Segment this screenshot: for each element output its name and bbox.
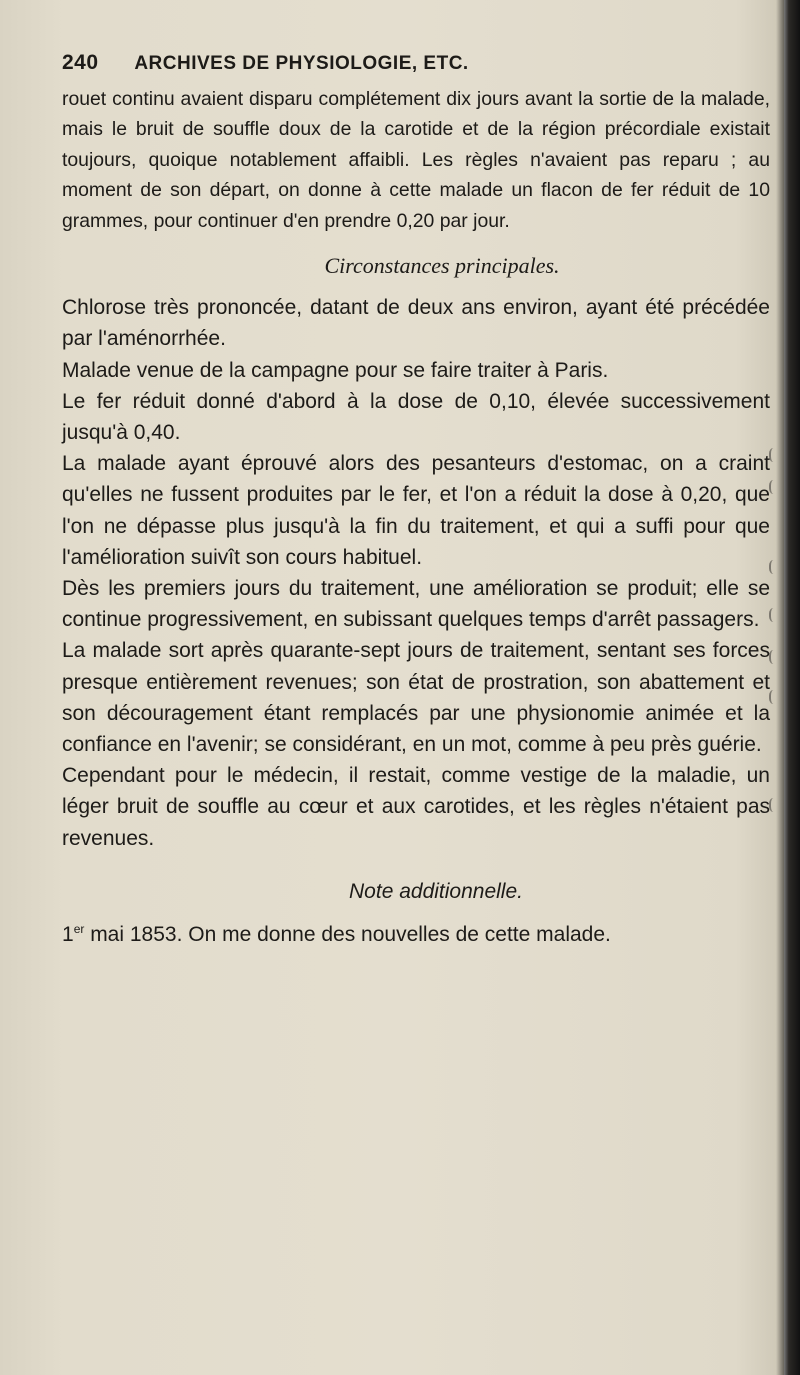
bleed-through-mark	[769, 448, 780, 462]
note-day: 1	[62, 923, 74, 947]
paragraph: La malade ayant éprouvé alors des pesanteurs d'estomac, on a craint qu'elles ne fussent produites par le fer, et l'on a réduit la dose à 0,20, que l'on ne dépasse plus jusqu'à la fin du traitement, et qui a suffi pour que l'amélioration suivît son cours habituel.	[62, 452, 770, 569]
paragraph: Le fer réduit donné d'abord à la dose de 0,10, élevée successivement jusqu'à 0,40.	[62, 389, 770, 445]
note-paragraph	[62, 919, 770, 950]
opening-paragraph: rouet continu avaient disparu complétement dix jours avant la sortie de la malade, mais le bruit de souffle doux de la carotide et de la région précordiale existait toujours, quoique notablement affaibli. Les règles n'avaient pas reparu ; au moment de son départ, on donne à cette malade un flacon de fer réduit de 10 grammes, pour continuer d'en prendre 0,20 par jour.	[62, 88, 770, 232]
body-paragraphs	[62, 292, 770, 950]
paragraph: Chlorose très prononcée, datant de deux ans environ, ayant été précédée par l'aménorrhée.	[62, 296, 770, 351]
note-day-suffix: er	[73, 922, 85, 937]
bleed-through-mark	[769, 690, 780, 704]
paragraph: La malade sort après quarante-sept jours de traitement, sentant ses forces presque entièrement revenues; son état de prostration, son abattement et son découragement étant remplacés par une physionomie animée et la confiance en l'avenir; se considérant, en un mot, comme à peu près guérie.	[62, 639, 770, 757]
bleed-through-mark	[769, 650, 780, 664]
bleed-through-mark	[769, 608, 780, 622]
paragraph: Cependant pour le médecin, il restait, comme vestige de la maladie, un léger bruit de souffle au cœur et aux carotides, et les règles n'étaient pas revenues.	[62, 764, 770, 850]
running-header	[62, 48, 770, 78]
bleed-through-mark	[769, 480, 780, 494]
note-heading: Note additionnelle.	[349, 879, 523, 903]
bleed-through-mark	[769, 560, 780, 574]
section-heading: Circonstances principales.	[324, 253, 560, 279]
paragraph: Malade venue de la campagne pour se faire traiter à Paris.	[62, 358, 609, 382]
page-number: 240	[62, 51, 99, 74]
book-spine-shadow	[784, 0, 800, 1375]
bleed-through-mark	[769, 798, 780, 812]
page-text-block	[62, 48, 770, 950]
note-text: mai 1853. On me donne des nouvelles de cette malade.	[84, 923, 611, 947]
paragraph: Dès les premiers jours du traitement, une amélioration se produit; elle se continue progressivement, en subissant quelques temps d'arrêt passagers.	[62, 577, 770, 632]
running-title: ARCHIVES DE PHYSIOLOGIE, ETC.	[134, 53, 469, 74]
